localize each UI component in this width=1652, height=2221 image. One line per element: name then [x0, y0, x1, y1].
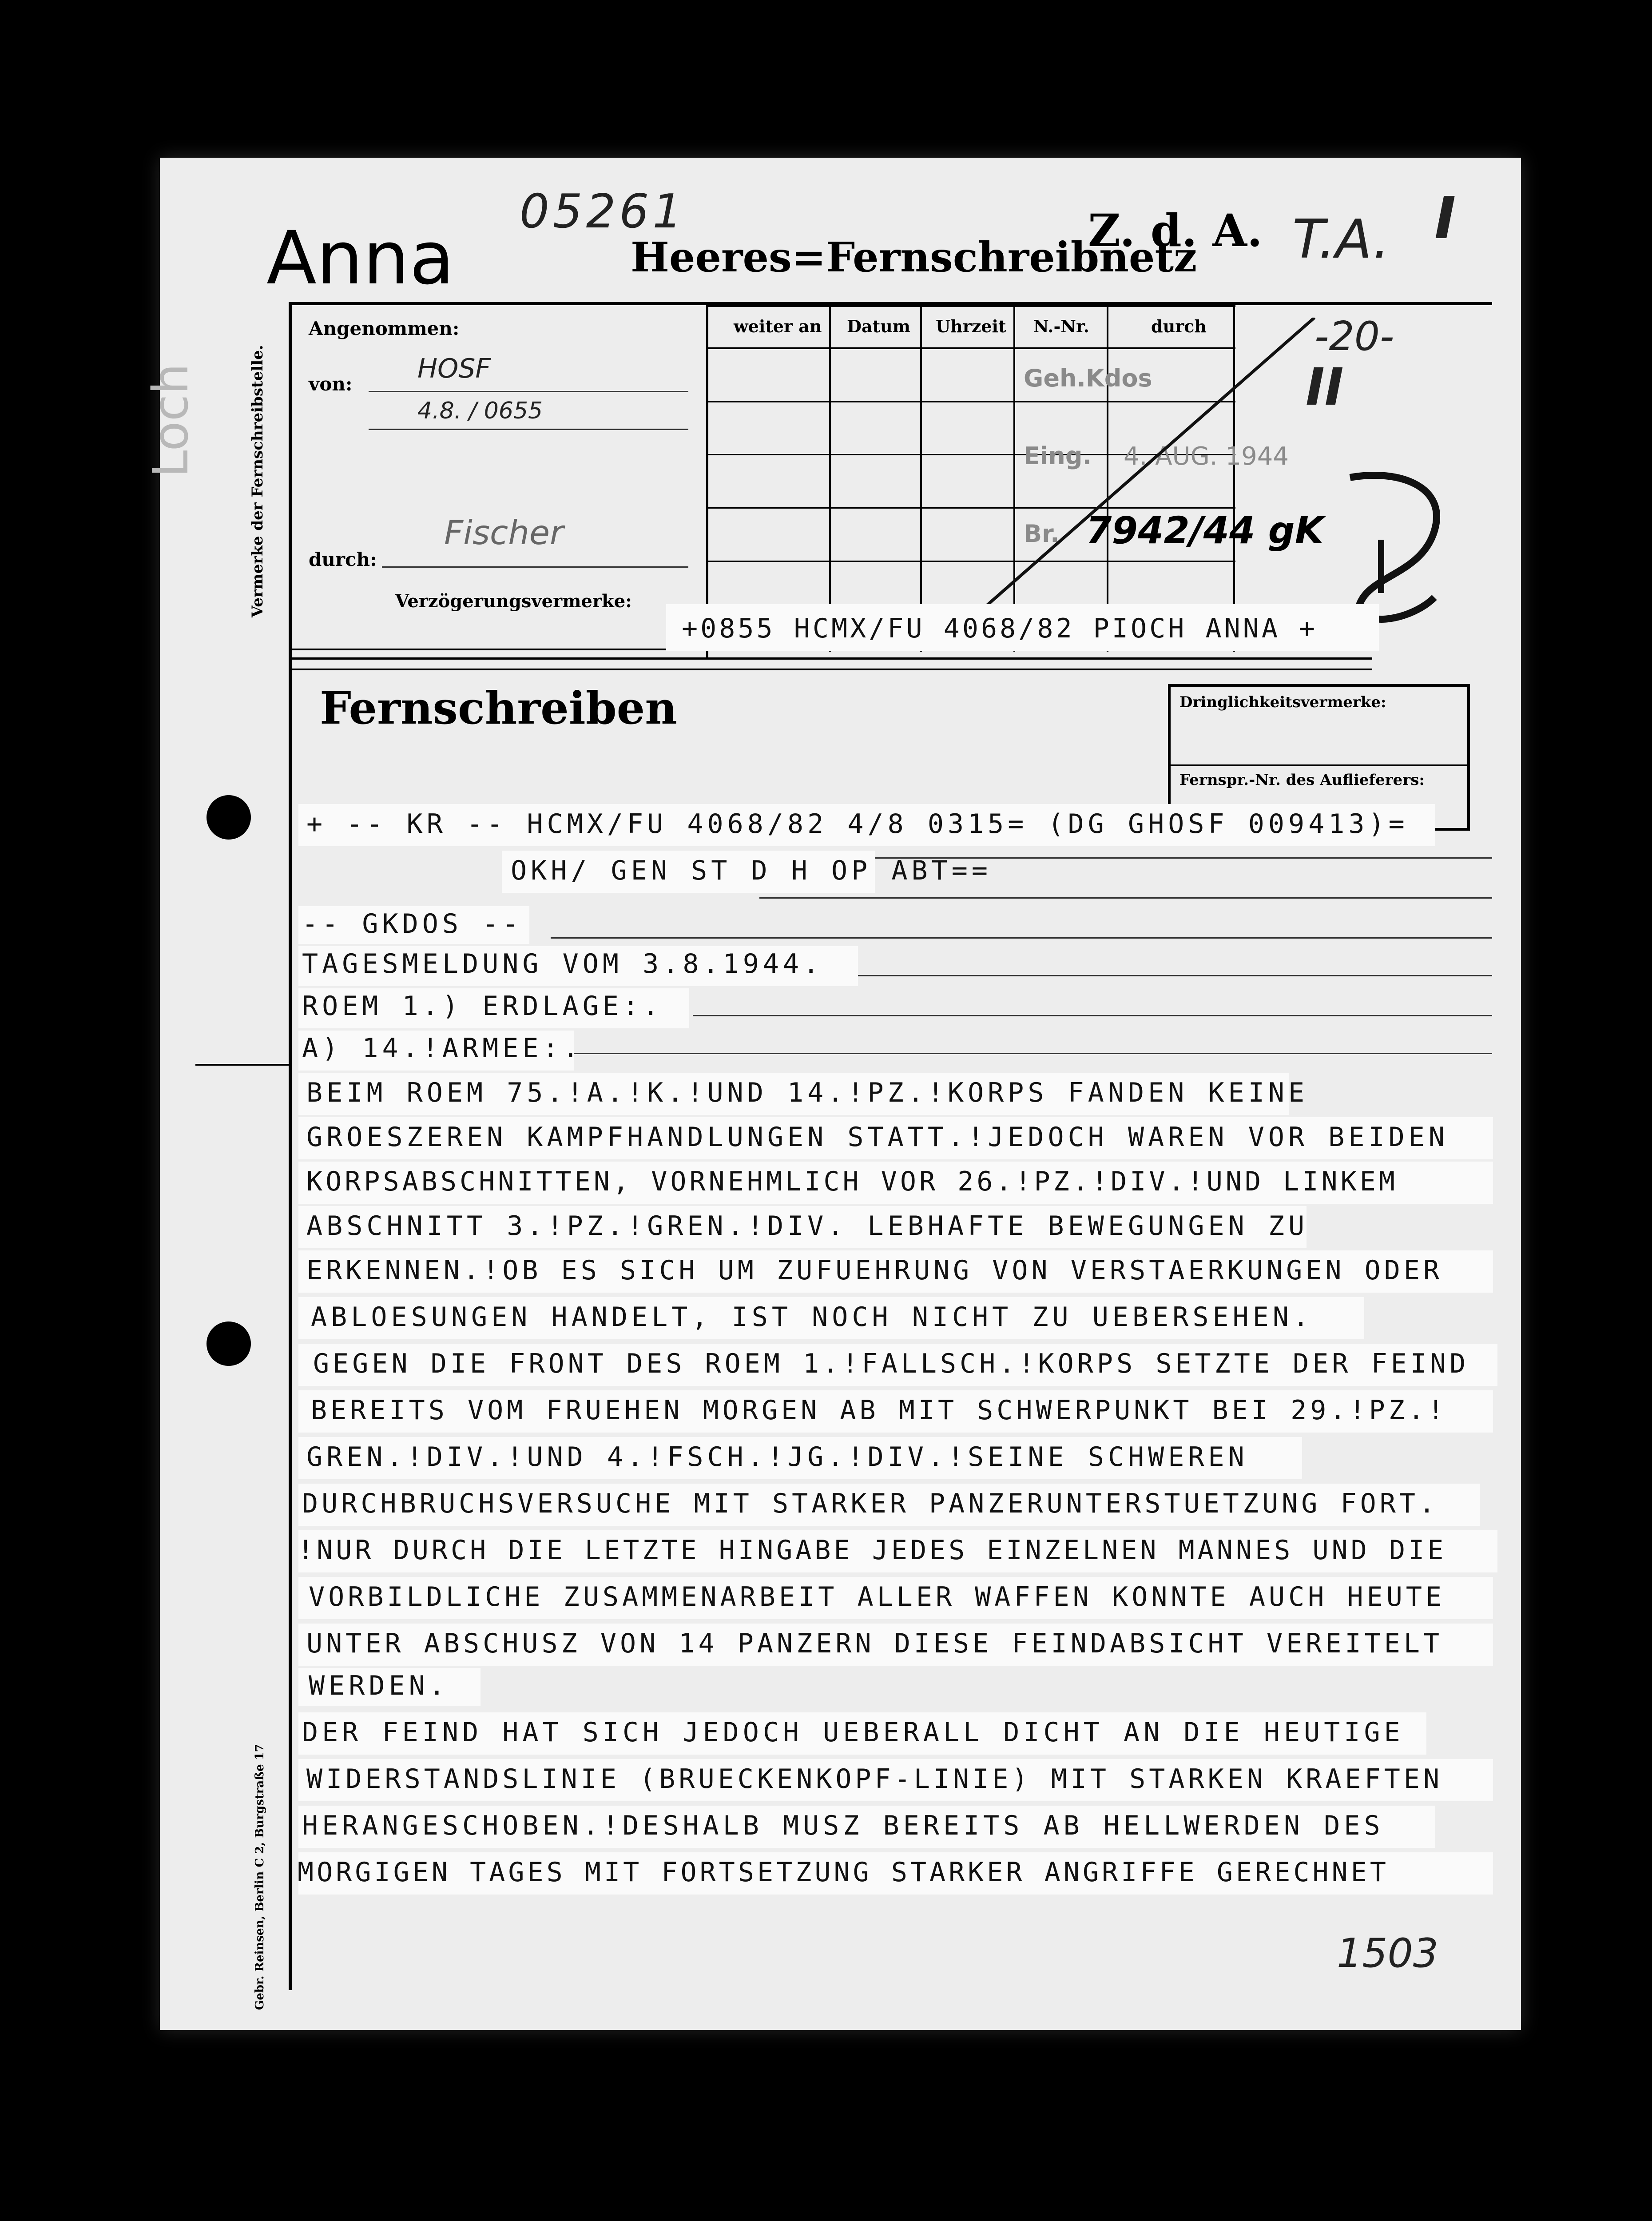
stamp-geh-kdos: Geh.Kdos	[1024, 364, 1152, 392]
telegram-line: ERKENNEN.!OB ES SICH UM ZUFUEHRUNG VON VERSTAERKUNGEN ODER	[306, 1255, 1443, 1286]
stamp-eing-label: Eing.	[1024, 442, 1092, 470]
telegram-line: OKH/ GEN ST D H OP ABT==	[511, 855, 992, 886]
stamp-br-label: Br.	[1024, 520, 1060, 548]
telegram-line: HERANGESCHOBEN.!DESHALB MUSZ BEREITS AB HELLWERDEN DES	[302, 1810, 1384, 1841]
side-stamp: Loch	[142, 363, 199, 478]
side-label: Vermerke der Fernschreibstelle.	[249, 345, 266, 617]
telegram-line: MORGIGEN TAGES MIT FORTSETZUNG STARKER ANGRIFFE GERECHNET	[298, 1857, 1390, 1888]
angenommen-label: Angenommen:	[309, 318, 460, 339]
telegram-line: -- GKDOS --	[302, 908, 523, 939]
telegram-line: VORBILDLICHE ZUSAMMENARBEIT ALLER WAFFEN KONNTE AUCH HEUTE	[309, 1581, 1446, 1612]
durch-label: durch:	[309, 549, 377, 570]
verzoegerung-label: Verzögerungsvermerke:	[395, 591, 632, 612]
telegram-line: BEREITS VOM FRUEHEN MORGEN AB MIT SCHWERPUNKT BEI 29.!PZ.!	[311, 1395, 1448, 1426]
initials-mark: T.A.	[1292, 209, 1390, 271]
telegram-line: BEIM ROEM 75.!A.!K.!UND 14.!PZ.!KORPS FANDEN KEINE	[306, 1077, 1309, 1108]
telegram-line: WIDERSTANDSLINIE (BRUECKENKOPF-LINIE) MIT STARKEN KRAEFTEN	[306, 1763, 1443, 1795]
doc-number: 05261	[520, 184, 686, 239]
stamp-number: 7942/44 gK	[1086, 509, 1324, 552]
form-title: Heeres=Fernschreibnetz	[631, 233, 1197, 281]
von-label: von:	[309, 373, 353, 395]
telegram-heading: Fernschreiben	[320, 682, 677, 734]
telegram-line: + -- KR -- HCMX/FU 4068/82 4/8 0315= (DG GHOSF 009413)=	[306, 808, 1409, 840]
stamp-date: 4. AUG. 1944	[1124, 442, 1289, 471]
telegram-line: ABLOESUNGEN HANDELT, IST NOCH NICHT ZU UEBERSEHEN.	[311, 1302, 1313, 1333]
telegram-line: UNTER ABSCHUSZ VON 14 PANZERN DIESE FEINDABSICHT VEREITELT	[306, 1628, 1443, 1659]
dringlichkeit-label: Dringlichkeitsvermerke:	[1179, 693, 1386, 711]
col-weiter-an: weiter an	[734, 316, 822, 336]
telegram-line: WERDEN.	[309, 1670, 449, 1701]
col-uhrzeit: Uhrzeit	[936, 316, 1006, 336]
routing-line: +0855 HCMX/FU 4068/82 PIOCH ANNA +	[682, 613, 1318, 644]
telegram-line: GREN.!DIV.!UND 4.!FSCH.!JG.!DIV.!SEINE SCHWEREN	[306, 1441, 1248, 1473]
von-date: 4.8. / 0655	[417, 398, 543, 424]
telegram-line: GEGEN DIE FRONT DES ROEM 1.!FALLSCH.!KORPS SETZTE DER FEIND	[313, 1348, 1469, 1379]
fernspr-label: Fernspr.-Nr. des Auflieferers:	[1179, 771, 1425, 789]
page-mark: -20-	[1314, 313, 1394, 360]
printer-imprint: Gebr. Reinsen, Berlin C 2, Burgstraße 17	[253, 1744, 266, 2010]
telegram-sheet	[142, 158, 1521, 2030]
telegram-line: GROESZEREN KAMPFHANDLUNGEN STATT.!JEDOCH WAREN VOR BEIDEN	[306, 1122, 1449, 1153]
von-value: HOSF	[417, 353, 491, 384]
telegram-line: TAGESMELDUNG VOM 3.8.1944.	[302, 948, 823, 979]
roman-box: II	[1306, 358, 1344, 417]
telegram-line: DURCHBRUCHSVERSUCHE MIT STARKER PANZERUNTERSTUETZUNG FORT.	[302, 1488, 1439, 1519]
roman-top: I	[1434, 184, 1456, 252]
col-nnr: N.-Nr.	[1033, 316, 1089, 336]
col-durch: durch	[1151, 316, 1207, 336]
telegram-line: !NUR DURCH DIE LETZTE HINGABE JEDES EINZELNEN MANNES UND DIE	[298, 1535, 1447, 1566]
col-datum: Datum	[847, 316, 910, 336]
telegram-line: ABSCHNITT 3.!PZ.!GREN.!DIV. LEBHAFTE BEWEGUNGEN ZU	[306, 1210, 1309, 1242]
anna-label: Anna	[266, 215, 455, 301]
bottom-number: 1503	[1337, 1930, 1439, 1977]
telegram-line: A) 14.!ARMEE:.	[302, 1033, 583, 1064]
telegram-body	[160, 158, 1521, 2030]
zda-mark: Z. d. A.	[1088, 204, 1263, 257]
durch-value: Fischer	[444, 513, 564, 552]
telegram-line: KORPSABSCHNITTEN, VORNEHMLICH VOR 26.!PZ.!DIV.!UND LINKEM	[306, 1166, 1398, 1197]
telegram-line: ROEM 1.) ERDLAGE:.	[302, 991, 663, 1022]
telegram-line: DER FEIND HAT SICH JEDOCH UEBERALL DICHT AN DIE HEUTIGE	[302, 1717, 1404, 1748]
